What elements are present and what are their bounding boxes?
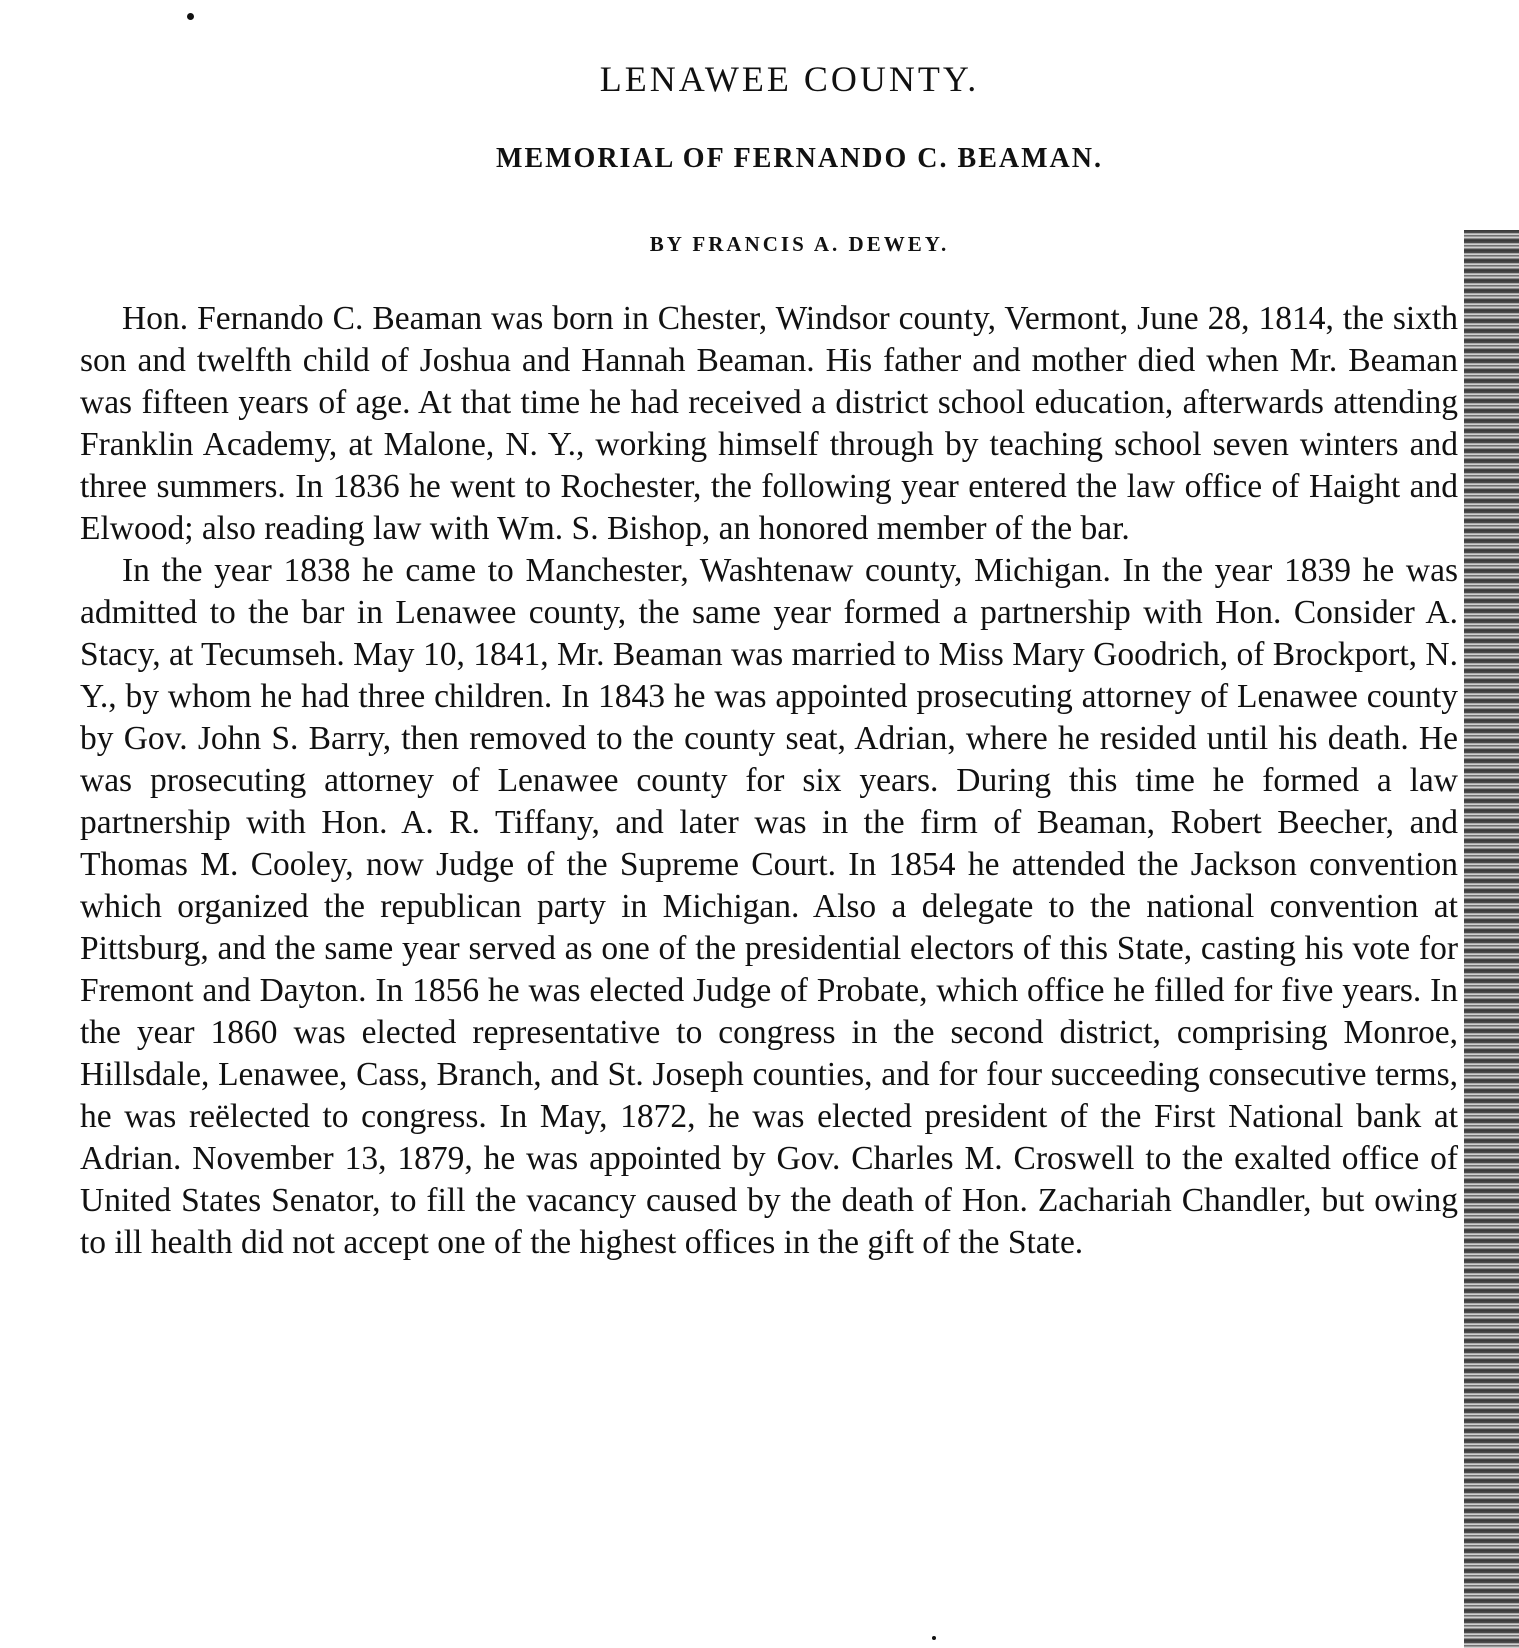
ink-speck	[187, 13, 194, 20]
scan-shadow-edge	[1464, 230, 1519, 1648]
paragraph-career: In the year 1838 he came to Manchester, Washtenaw county, Michigan. In the year 1839 he was admitted to the bar in Lenawee county, the same year formed a partnership with Hon. Consider A. Stacy, at Tecumseh. May 10, 1841, Mr. Beaman was married to Miss Mary Goodrich, of Brockport, N. Y., by whom he had three children. In 1843 he was appointed prosecuting attorney of Lenawee county by Gov. John S. Barry, then removed to the county seat, Adrian, where he resided until his death. He was prosecuting attorney of Lenawee county for six years. During this time he formed a law partnership with Hon. A. R. Tiffany, and later was in the firm of Beaman, Robert Beecher, and Thomas M. Cooley, now Judge of the Supreme Court. In 1854 he attended the Jackson convention which organized the republican party in Michigan. Also a delegate to the national convention at Pittsburg, and the same year served as one of the presidential electors of this State, casting his vote for Fremont and Dayton. In 1856 he was elected Judge of Probate, which office he filled for five years. In the year 1860 was elected representative to congress in the second district, comprising Monroe, Hillsdale, Lenawee, Cass, Branch, and St. Joseph counties, and for four succeeding consecutive terms, he was reëlected to congress. In May, 1872, he was elected president of the First National bank at Adrian. November 13, 1879, he was appointed by Gov. Charles M. Croswell to the exalted office of United States Senator, to fill the vacancy caused by the death of Hon. Zachariah Chandler, but owing to ill health did not accept one of the highest offices in the gift of the State.	[80, 552, 1458, 1261]
paragraph-early-life: Hon. Fernando C. Beaman was born in Chester, Windsor county, Vermont, June 28, 1814, the sixth son and twelfth child of Joshua and Hannah Beaman. His father and mother died when Mr. Beaman was fifteen years of age. At that time he had received a district school education, afterwards attending Franklin Academy, at Malone, N. Y., working himself through by teaching school seven winters and three summers. In 1836 he went to Rochester, the following year entered the law office of Haight and Elwood; also reading law with Wm. S. Bishop, an honored member of the bar.	[80, 300, 1458, 547]
memorial-title: MEMORIAL OF FERNANDO C. BEAMAN.	[496, 143, 1103, 174]
memorial-body	[80, 298, 1458, 1264]
author-byline: BY FRANCIS A. DEWEY.	[649, 232, 950, 256]
county-heading: LENAWEE COUNTY.	[599, 59, 980, 99]
ink-speck	[932, 1636, 936, 1640]
